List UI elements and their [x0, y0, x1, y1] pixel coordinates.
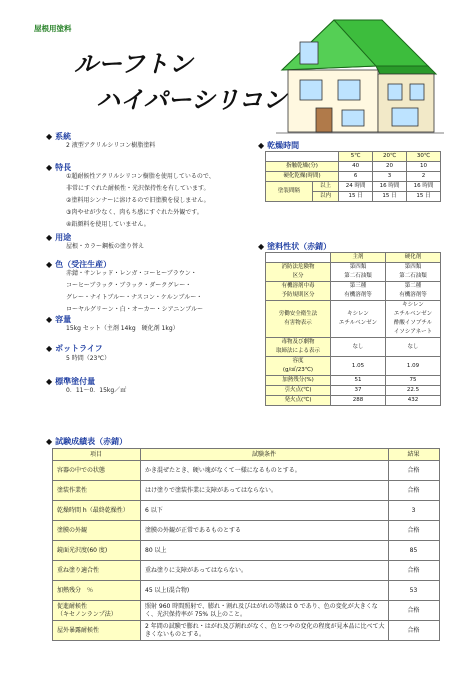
property-value: 37: [331, 386, 386, 396]
test-row: [53, 601, 440, 621]
test-row: [53, 621, 440, 641]
property-value: 22.5: [385, 386, 440, 396]
cell: 6: [339, 172, 373, 182]
test-result: 合格: [389, 461, 440, 481]
color-line: コーヒーブラック・ブラック・ダークグレー・: [66, 282, 192, 289]
title-line-1: ルーフトン: [74, 50, 193, 78]
capacity-heading: ◆ 容量: [46, 315, 72, 324]
potlife-text: 5 時間（23℃）: [66, 355, 111, 362]
test-result: 53: [389, 581, 440, 601]
property-label: 発火点(℃): [266, 396, 331, 406]
colors-heading: ◆ 色（受注生産）: [46, 260, 112, 269]
col-header: 項目: [53, 449, 141, 461]
features-heading: ◆ 特長: [46, 163, 72, 172]
test-result: 合格: [389, 601, 440, 621]
test-item: 塗膜の外観: [53, 521, 141, 541]
interval-sub: 以内: [312, 192, 338, 202]
feature-line: ④鉛顔料を使用していません。: [66, 221, 150, 228]
test-item: 鏡面光沢度(60 度): [53, 541, 141, 561]
property-row: [266, 396, 441, 406]
property-row: [266, 376, 441, 386]
cell: 15 日: [339, 192, 373, 202]
test-result: 85: [389, 541, 440, 561]
usage-text: 屋根・カラー鋼板の塗り替え: [66, 243, 145, 250]
property-row: [266, 301, 441, 338]
test-item: 塗装作業性: [53, 481, 141, 501]
test-result: 合格: [389, 621, 440, 641]
property-label: 引火点(℃): [266, 386, 331, 396]
test-item: 加熱残分 ％: [53, 581, 141, 601]
test-item: 容器の中での状態: [53, 461, 141, 481]
test-result: 合格: [389, 521, 440, 541]
test-row: [53, 501, 440, 521]
cell: 15 日: [407, 192, 441, 202]
cell: 16 時間: [373, 182, 407, 192]
property-value: 51: [331, 376, 386, 386]
properties-heading: ◆ 塗料性状（赤錆）: [258, 242, 332, 251]
tests-table: [52, 448, 440, 641]
cell: 40: [339, 162, 373, 172]
property-value: なし: [331, 338, 386, 357]
feature-line: ③肉やせが少なく、肉もち感にすぐれた外観です。: [66, 209, 203, 216]
property-value: キシレン エチルベンゼン 酢酸イソブチル イソシアネート: [385, 301, 440, 338]
property-label: 加熱残分(%): [266, 376, 331, 386]
property-value: 288: [331, 396, 386, 406]
property-row: [266, 338, 441, 357]
coverage-text: 0．11～0．15kg／㎡: [66, 387, 127, 394]
system-text: 2 液型アクリルシリコン樹脂塗料: [66, 142, 156, 149]
test-item: 乾燥時間 h（最終乾燥性）: [53, 501, 141, 521]
color-line: ローヤルグリーン・白・オーカー・シアニンブルー: [66, 306, 204, 313]
property-row: [266, 282, 441, 301]
test-condition: かき混ぜたとき、硬い塊がなくて一様になるものとする。: [141, 461, 389, 481]
col-header: 主剤: [331, 253, 386, 263]
cell: 24 時間: [339, 182, 373, 192]
test-row: [53, 521, 440, 541]
color-line: 赤錆・サンレッド・レンガ・コーヒーブラウン・: [66, 270, 197, 277]
test-row: [53, 541, 440, 561]
test-condition: 重ね塗りに支障があってはならない。: [141, 561, 389, 581]
row-label: 指触乾燥(分): [266, 162, 339, 172]
test-condition: 塗膜の外観が正常であるものとする: [141, 521, 389, 541]
test-item: 屋外暴露耐候性: [53, 621, 141, 641]
interval-sub: 以上: [312, 182, 338, 192]
test-condition: はけ塗りで塗装作業に支障があってはならない。: [141, 481, 389, 501]
property-value: キシレン エチルベンゼン: [331, 301, 386, 338]
test-condition: 照射 960 時間照射で、膨れ・割れ及びはがれの等級は 0 であり、色の変化が大きくなく、光沢保持率が 75% 以上のこと。: [141, 601, 389, 621]
property-value: 1.09: [385, 357, 440, 376]
test-condition: 2 年間の試験で膨れ・はがれ及び割れがなく、色とつやの変化の程度が見本品に比べて大きくないものとする。: [141, 621, 389, 641]
house-illustration: [276, 14, 446, 136]
potlife-heading: ◆ ポットライフ: [46, 344, 103, 353]
test-result: 合格: [389, 561, 440, 581]
property-label: 容度 (g/㎤/23℃): [266, 357, 331, 376]
property-value: 第四類 第二石油類: [331, 263, 386, 282]
property-label: 毒物及び劇物 取締法による表示: [266, 338, 331, 357]
test-row: [53, 581, 440, 601]
property-row: [266, 263, 441, 282]
interval-label: 塗装間隔: [266, 182, 313, 202]
property-value: 第二種 有機溶剤等: [385, 282, 440, 301]
property-label: 有機溶剤中毒 予防規則区分: [266, 282, 331, 301]
drying-heading: ◆ 乾燥時間: [258, 141, 300, 150]
cell: 16 時間: [407, 182, 441, 192]
row-label: 硬化乾燥(時間): [266, 172, 339, 182]
property-value: なし: [385, 338, 440, 357]
temp-header: 20℃: [373, 152, 407, 162]
property-label: 消防法危険物 区分: [266, 263, 331, 282]
drying-corner: [266, 152, 339, 162]
cell: 20: [373, 162, 407, 172]
feature-line: ①超耐候性アクリルシリコン樹脂を使用しているので、: [66, 173, 215, 180]
usage-heading: ◆ 用途: [46, 233, 72, 242]
test-row: [53, 481, 440, 501]
property-value: 第四類 第二石油類: [385, 263, 440, 282]
temp-header: 30℃: [407, 152, 441, 162]
property-label: 労働安全衛生法 有害物表示: [266, 301, 331, 338]
test-condition: 45 以上(混合物): [141, 581, 389, 601]
property-value: 75: [385, 376, 440, 386]
capacity-text: 15kg セット（主剤 14kg 硬化剤 1kg）: [66, 325, 179, 332]
properties-table: [265, 252, 441, 406]
test-row: [53, 561, 440, 581]
col-header: 硬化剤: [385, 253, 440, 263]
features-list: [66, 171, 215, 231]
color-line: グレー・ナイトブルー・ナスコン・ケルンブルー・: [66, 294, 203, 301]
properties-corner: [266, 253, 331, 263]
col-header: 試験条件: [141, 449, 389, 461]
test-result: 3: [389, 501, 440, 521]
tests-heading: ◆ 試験成績表（赤錆）: [46, 437, 128, 446]
title-line-2: ハイパーシリコン: [96, 86, 287, 114]
cell: 3: [373, 172, 407, 182]
system-heading: ◆ 系統: [46, 132, 72, 141]
test-condition: 6 以下: [141, 501, 389, 521]
feature-line: ②塗料用シンナーに溶けるので旧塗膜を侵しません。: [66, 197, 210, 204]
test-result: 合格: [389, 481, 440, 501]
colors-list: [66, 268, 203, 316]
property-row: [266, 357, 441, 376]
property-value: 1.05: [331, 357, 386, 376]
cell: 10: [407, 162, 441, 172]
coverage-heading: ◆ 標準塗付量: [46, 377, 96, 386]
feature-line: 非常にすぐれた耐候性・光沢保持性を有しています。: [66, 185, 210, 192]
col-header: 結果: [389, 449, 440, 461]
drying-table: [265, 151, 441, 202]
property-value: 432: [385, 396, 440, 406]
category-label: 屋根用塗料: [34, 24, 72, 33]
test-item: 促進耐候性 （キセノンランプ法）: [53, 601, 141, 621]
test-item: 重ね塗り適合性: [53, 561, 141, 581]
test-row: [53, 461, 440, 481]
cell: 15 日: [373, 192, 407, 202]
test-condition: 80 以上: [141, 541, 389, 561]
property-value: 第三種 有機溶剤等: [331, 282, 386, 301]
temp-header: 5℃: [339, 152, 373, 162]
property-row: [266, 386, 441, 396]
cell: 2: [407, 172, 441, 182]
